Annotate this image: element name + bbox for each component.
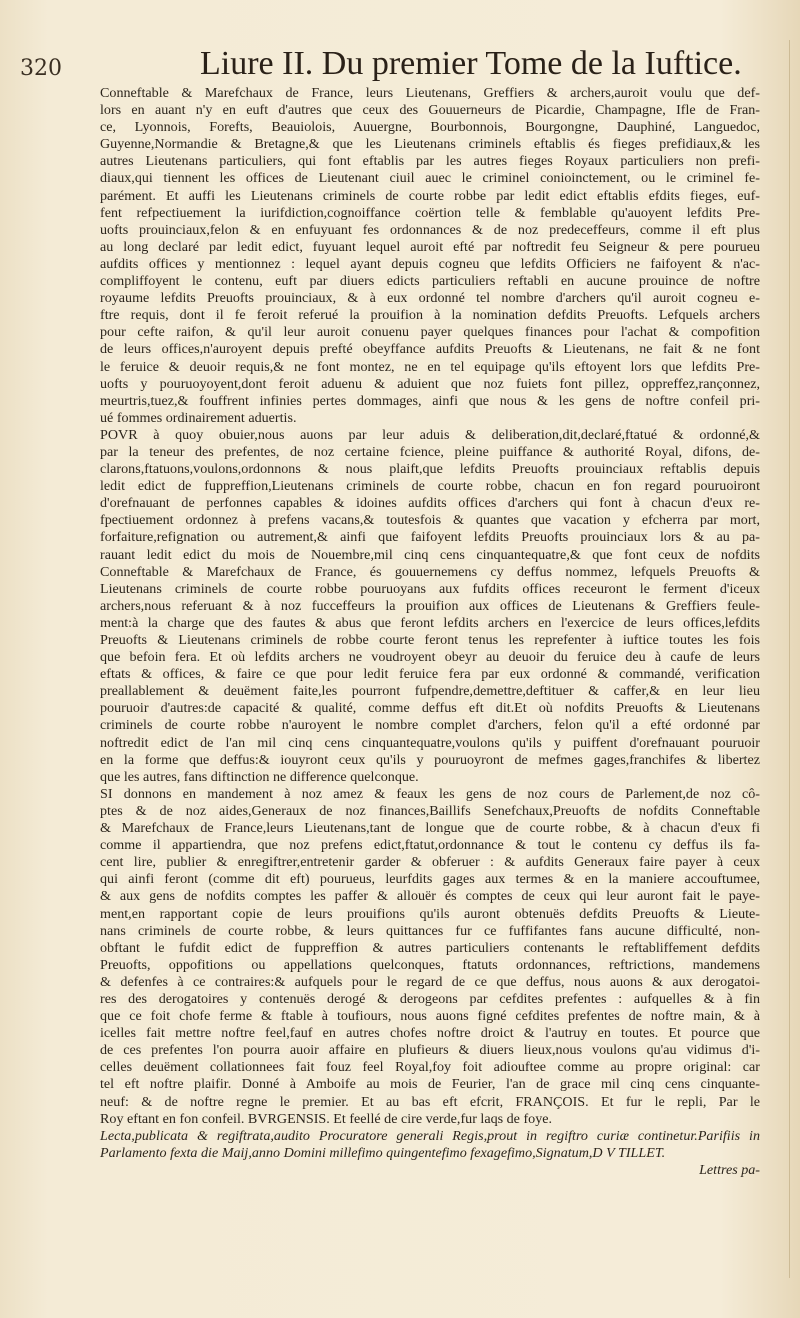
text-line: que befoin fera. Et où lefdits archers ne voudroyent obeyr au deuoir du feruice deu à caufe de leurs [100, 649, 760, 666]
text-line: celles deuëment collationnees fait fouz feel Royal,foy foit adiouftee comme au propre original: car [100, 1059, 760, 1076]
text-line: ment,en rapportant copie de leurs prouifions qu'ils auront obtenuës defdits Preuofts & Lieute- [100, 905, 760, 922]
text-line: d'orefnauant de perfonnes capables & idoines aufdits offices d'archers qui font à chacun d'eux re- [100, 495, 760, 512]
text-line: ftre requis, dont il fe feroit referué la prouifion à la nomination defdits Preuofts. Lefquels archers [100, 307, 760, 324]
text-line: que ce foit chofe ferme & ftable à toufiours, nous auons figné cefdites prefentes de noftre main, & à [100, 1008, 760, 1025]
text-line: en la forme que deffus:& iouyront ceux qu'ils y pouruoyront de mefmes gages,franchifes & libertez [100, 751, 760, 768]
text-line: res des derogatoires y contenuës derogé & derogeons par cefdites prefentes : aufquelles & à fin [100, 990, 760, 1007]
text-line: noftredit edict de l'an mil cinq cens cinquantequatre,voulons qu'ils y puiffent d'orefnauant pouruoir [100, 734, 760, 751]
text-line: Guyenne,Normandie & Bretagne,& que les Lieutenans criminels eftablis és fieges prefidiaux,& les [100, 136, 760, 153]
text-line: & Marefchaux de France,leurs Lieutenans,tant de longue que de courte robbe, & à chacun d'eux fi [100, 820, 760, 837]
text-line: cent lire, publier & enregiftrer,entretenir garder & obferuer : & aufdits Generaux faire payer à ceux [100, 854, 760, 871]
text-line: Conneftable & Marefchaux de France, és gouuernemens cy deffus nommez, lefquels Preuofts & [100, 563, 760, 580]
text-line: POVR à quoy obuier,nous auons par leur aduis & deliberation,dit,declaré,ftatué & ordonné,& [100, 426, 760, 443]
text-line: ce, Lyonnois, Forefts, Beauiolois, Auuergne, Bourbonnois, Bourgongne, Dauphiné, Languedoc, [100, 119, 760, 136]
text-line: ledit edict de fuppreffion,Lieutenans criminels de courte robbe, chacun en fon regard pouruoiront [100, 478, 760, 495]
body-text [100, 85, 760, 1179]
text-line: forfaiture,refignation ou autrement,& ainfi que faifoyent lefdits Preuofts prouinciaux lors & au pa- [100, 529, 760, 546]
text-line: & aux gens de nofdits comptes les paffer & allouër és comptes de ceux qui leur auront fait le paye- [100, 888, 760, 905]
text-line: diaux,qui tiennent les offices de Lieutenant ciuil auec le criminel conioinctement, ou le criminel fe- [100, 170, 760, 187]
text-line: que les autres, fans diftinction ne difference quelconque. [100, 768, 419, 785]
text-line: qui ainfi feront (comme dit eft) pourueus, leurfdits gages aux termes & en la maniere accouftumee, [100, 871, 760, 888]
text-line: nans criminels de courte robbe, & leurs quittances fur ce fuffifantes fans aucune difficulté, non- [100, 922, 760, 939]
text-line: Preuofts, oppofitions ou appellations quelconques, ftatuts ordonnances, reftrictions, mandemens [100, 956, 760, 973]
text-line: royaume lefdits Preuofts prouinciaux, & à eux ordonné tel nombre d'archers qu'il auroit cogneu e- [100, 290, 760, 307]
text-line: uofts prouinciaux,felon & en enfuyuant fes ordonnances & de noz predeceffeurs, comme il eft plus [100, 221, 760, 238]
text-line: icelles fait mettre noftre feel,fauf en autres chofes noftre droict & l'autruy en toutes. Et pource que [100, 1025, 760, 1042]
text-line: au long declaré par ledit edict, fuyuant lequel auroit efté par noftredit feu Seigneur & pere pourueu [100, 238, 760, 255]
text-line: pouruoir d'autres:de capacité & qualité, comme deffus eft dit.Et où nofdits Preuofts & Lieutenans [100, 700, 760, 717]
text-line: archers,nous referuant & à noz fucceffeurs la prouifion aux offices de Lieutenans & Greffiers feule- [100, 597, 760, 614]
text-line: & defenfes à ce contraires:& aufquels pour le regard de ce que deffus, nous auons & aux derogatoi- [100, 973, 760, 990]
registration-note [100, 1128, 760, 1162]
paragraph-1 [100, 85, 760, 427]
text-line: aufdits offices y mentionnez : lequel ayant depuis cogneu que lefdits Officiers ne faifoyent & n'ac- [100, 255, 760, 272]
text-line: neuf: & de noftre regne le premier. Et au bas eft efcrit, FRANÇOIS. Et fur le repli, Par le [100, 1093, 760, 1110]
text-line: pour cefte raifon, & qu'il leur auroit conuenu payer quelques finances pour l'achat & compofition [100, 324, 760, 341]
text-line: fent refpectiuement la iurifdiction,cognoiffance coërtion telle & femblable qu'auoyent lefdits Pre- [100, 204, 760, 221]
text-line: ué fommes ordinairement aduertis. [100, 409, 297, 426]
text-line: tel eft noftre plaifir. Donné à Amboife au mois de Feurier, l'an de grace mil cinq cens cinquante- [100, 1076, 760, 1093]
text-line: uofts y pouruoyoyent,dont feroit aduenu & aduient que noz fuiets font pillez, oppreffez,rançonnez, [100, 375, 760, 392]
text-line: criminels de courte robbe n'auroyent le nombre complet d'archers, felon qu'il a efté ordonné par [100, 717, 760, 734]
text-line: Conneftable & Marefchaux de France, leurs Lieutenans, Greffiers & archers,auroit voulu que def- [100, 85, 760, 101]
text-line: ment:à la charge que des fautes & abus que feront lefdits archers en l'exercice de leurs offices,lefdits [100, 614, 760, 631]
text-line: preallablement & deuëment faite,les pourront fufpendre,demettre,deftituer & caffer,& en leur lieu [100, 683, 760, 700]
text-line: Roy eftant en fon confeil. BVRGENSIS. Et feellé de cire verde,fur laqs de foye. [100, 1110, 553, 1127]
text-line: autres Lieutenans particuliers, qui font eftablis par les autres fieges Royaux particuliers non prefi- [100, 153, 760, 170]
text-line: comme il appartiendra, que noz prefens edict,ftatut,ordonnance & tout le contenu cy deffus ils fa- [100, 837, 760, 854]
text-line: lors en auant n'y en euft d'autres que ceux des Gouuerneurs de Picardie, Champagne, Ifle de Fran- [100, 102, 760, 119]
catchword: Lettres pa- [699, 1161, 760, 1178]
page-number: 320 [20, 56, 62, 81]
text-line: Lieutenans criminels de courte robbe pouruoyans aux fufdits offices receuront le ferment d'iceux [100, 580, 760, 597]
text-line: de ces prefentes l'on pourra auoir affaire en plufieurs & diuers lieux,nous voulons qu'au vidimus d'i- [100, 1042, 760, 1059]
page-edge [789, 40, 790, 1278]
text-line: obftant le fufdit edict de fuppreffion & autres particuliers contenants le reftabliffement defdits [100, 939, 760, 956]
text-line: de leurs offices,n'auroyent depuis prefté obeyffance aufdits Preuofts & Lieutenans, ne fait & ne font [100, 341, 760, 358]
text-line: Preuofts & Lieutenans criminels de robbe courte feront tenus les reprefenter à iuftice toutes les fois [100, 632, 760, 648]
text-line: meurtris,tuez,& fouffrent infinies pertes dommages, ainfi que nous & les gens de noftre confeil pri- [100, 392, 760, 409]
text-line: ptes & de noz aides,Generaux de noz finances,Baillifs Senefchaux,Preuofts de nofdits Conneftable [100, 802, 760, 819]
text-line: Parlamento fexta die Maij,anno Domini millefimo quingentefimo fexagefimo,Signatum,D V TILLET. [100, 1144, 666, 1161]
text-line: eftats & offices, & faire ce que pour ledit feruice fera par eux ordonné & commandé, verification [100, 666, 760, 683]
text-line: clarons,ftatuons,voulons,ordonnons & nous plaift,que lefdits Preuofts prouinciaux reftablis depuis [100, 461, 760, 478]
text-line: compliffoyent le contenu, euft par diuers edicts particuliers reftabli en aucune prouince de noftre [100, 273, 760, 290]
paragraph-2 [100, 427, 760, 786]
text-line: rauant ledit edict du mois de Nouembre,mil cinq cens cinquantequatre,& que font ceux de nofdits [100, 546, 760, 563]
running-title: Liure II. Du premier Tome de la Iuftice. [200, 45, 742, 82]
text-line: fpectiuement ordonnez à prefens vacans,& toutesfois & quantes que vacation y efcherra par mort, [100, 512, 760, 529]
text-line: Lecta,publicata & regiftrata,audito Procuratore generali Regis,prout in regiftro curiæ continetur.Parifiis in [100, 1127, 760, 1144]
text-line: SI donnons en mandement à noz amez & feaux les gens de noz cours de Parlement,de noz cô- [100, 785, 760, 802]
text-line: le feruice & deuoir requis,& ne font montez, ne en tel equipage qu'ils eftoyent lors que lefdits Pre- [100, 358, 760, 375]
text-line: par la teneur des prefentes, de noz certaine fcience, pleine puiffance & authorité Royal, difons, de- [100, 443, 760, 460]
paragraph-3 [100, 786, 760, 1128]
text-line: parément. Et auffi les Lieutenans criminels de courte robbe par ledit edict eftablis efdits fieges, euf- [100, 187, 760, 204]
